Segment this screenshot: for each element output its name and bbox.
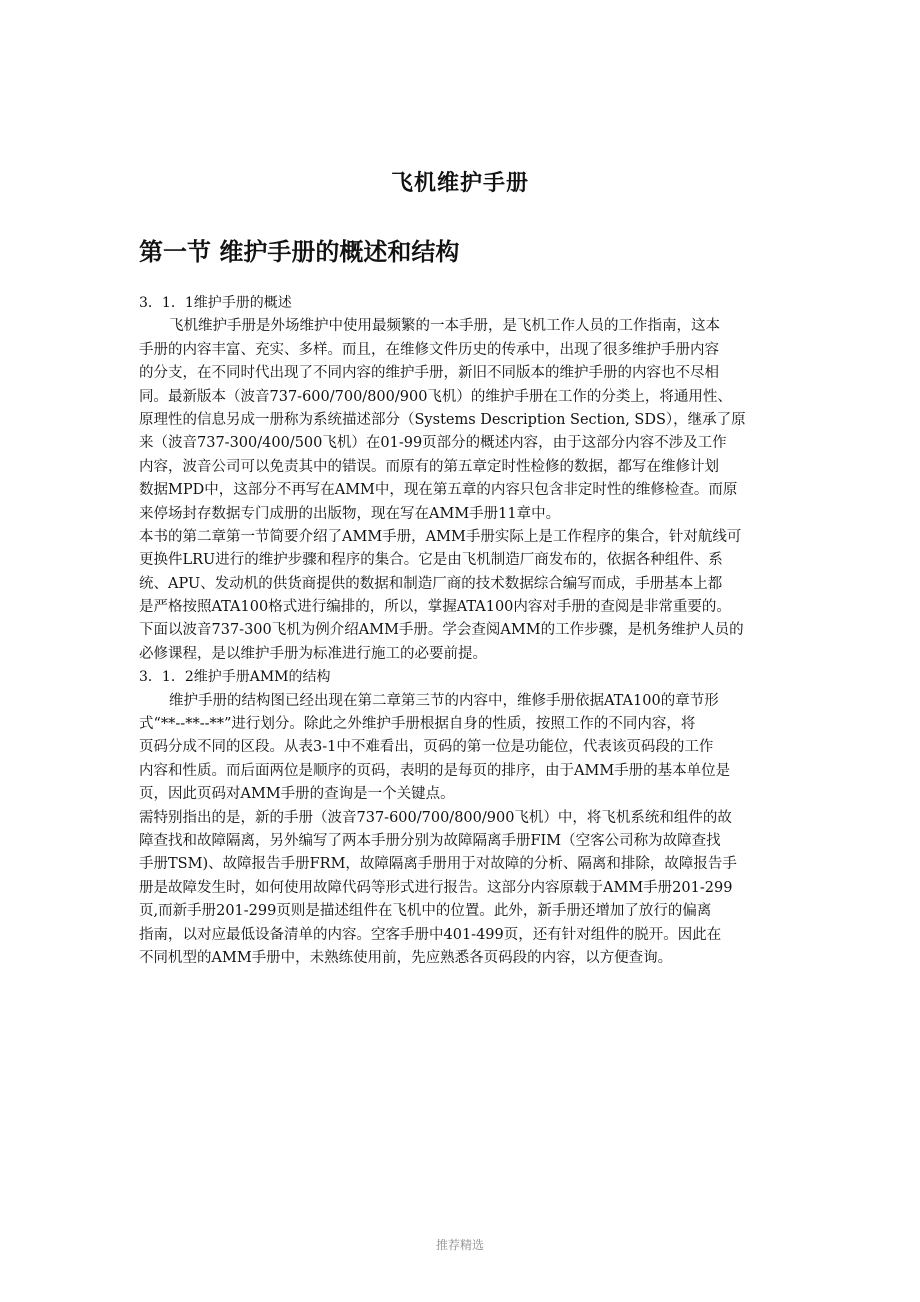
section-heading: 第一节 维护手册的概述和结构 [139,238,460,266]
paragraph-line: 指南，以对应最低设备清单的内容。空客手册中401-499页，还有针对组件的脱开。因此在 [139,926,722,943]
paragraph-line: 内容和性质。而后面两位是顺序的页码，表明的是每页的排序，由于AMM手册的基本单位是 [139,762,731,779]
paragraph-line: 不同机型的AMM手册中，未熟练使用前，先应熟悉各页码段的内容，以方便查询。 [139,949,673,966]
paragraph-line: 统、APU、发动机的供货商提供的数据和制造厂商的技术数据综合编写而成，手册基本上都 [139,575,723,592]
paragraph-line: 原理性的信息另成一册称为系统描述部分（Systems Description Section, SDS），继承了原 [139,411,746,428]
paragraph-line: 下面以波音737-300飞机为例介绍AMM手册。学会查阅AMM的工作步骤，是机务维护人员的 [139,622,744,639]
paragraph-line: 页码分成不同的区段。从表3-1中不难看出，页码的第一位是功能位，代表该页码段的工作 [139,739,714,756]
paragraph-line: 的分支，在不同时代出现了不同内容的维护手册，新旧不同版本的维护手册的内容也不尽相 [139,365,719,382]
paragraph-line: 同。最新版本（波音737-600/700/800/900飞机）的维护手册在工作的分类上，将通用性、 [139,388,732,405]
paragraph-line: 式“**--**--**”进行划分。除此之外维护手册根据自身的性质，按照工作的不同内容，将 [139,716,696,733]
paragraph-line: 是严格按照ATA100格式进行编排的，所以，掌握ATA100内容对手册的查阅是非常重要的。 [139,599,731,616]
paragraph-line: 来（波音737-300/400/500飞机）在01-99页部分的概述内容，由于这部分内容不涉及工作 [139,435,727,452]
paragraph-line: 数据MPD中，这部分不再写在AMM中，现在第五章的内容只包含非定时性的维修检查。而原 [139,482,738,499]
paragraph-line: 手册的内容丰富、充实、多样。而且，在维修文件历史的传承中，出现了很多维护手册内容 [139,341,719,358]
paragraph-line: 册是故障发生时，如何使用故障代码等形式进行报告。这部分内容原载于AMM手册201-299 [139,879,733,896]
document-title: 飞机维护手册 [390,171,529,196]
paragraph-line: 本书的第二章第一节简要介绍了AMM手册，AMM手册实际上是工作程序的集合，针对航线可 [139,528,742,545]
paragraph-line: 障查找和故障隔离，另外编写了两本手册分别为故障隔离手册FIM（空客公司称为故障查找 [139,832,721,849]
paragraph-line: 需特别指出的是，新的手册（波音737-600/700/800/900飞机）中，将飞机系统和组件的故 [139,809,732,826]
paragraph-line: 内容，波音公司可以免责其中的错误。而原有的第五章定时性检修的数据，都写在维修计划 [139,458,719,475]
subsection-heading: 3．1．2维护手册AMM的结构 [139,669,331,686]
page-footer: 推荐精选 [435,1238,484,1252]
paragraph-line: 手册TSM)、故障报告手册FRM，故障隔离手册用于对故障的分析、隔离和排除，故障报告手 [139,856,737,873]
paragraph-line: 飞机维护手册是外场维护中使用最频繁的一本手册，是飞机工作人员的工作指南，这本 [169,318,720,335]
paragraph-line: 必修课程，是以维护手册为标准进行施工的必要前提。 [139,645,487,662]
paragraph-line: 来停场封存数据专门成册的出版物，现在写在AMM手册11章中。 [139,505,561,522]
body-text [139,292,789,970]
paragraph-line: 页,而新手册201-299页则是描述组件在飞机中的位置。此外，新手册还增加了放行的偏离 [139,903,712,920]
paragraph-line: 更换件LRU进行的维护步骤和程序的集合。它是由飞机制造厂商发布的，依据各种组件、系 [139,552,723,569]
paragraph-line: 维护手册的结构图已经出现在第二章第三节的内容中，维修手册依据ATA100的章节形 [169,692,719,709]
subsection-heading: 3．1．1维护手册的概述 [139,295,292,311]
paragraph-line: 页，因此页码对AMM手册的查询是一个关键点。 [139,786,455,803]
